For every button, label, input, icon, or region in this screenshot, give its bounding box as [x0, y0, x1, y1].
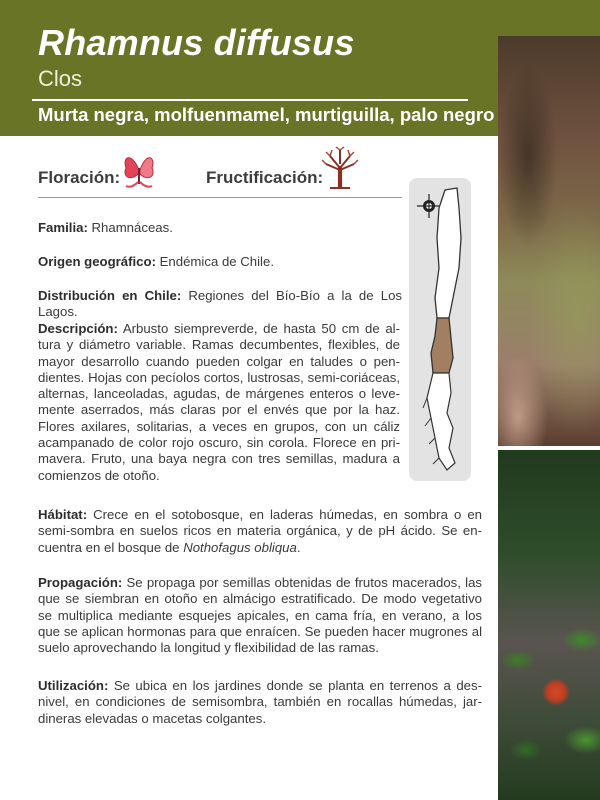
tree-icon	[320, 146, 360, 190]
origen-paragraph: Origen geográfico: Endémica de Chile.	[38, 254, 274, 269]
title-divider	[32, 99, 468, 101]
butterfly-icon	[120, 148, 158, 190]
propagacion-paragraph: Propagación: Se propaga por semillas obtenidas de frutos macerados, las que se siembran en otoño en almácigo estratificado. De modo vegetativo se multiplica mediante esquejes apicales, en cama fría, en verano, a los que se aplican hormonas para que enraícen. Se pueden hacer mugrones al suelo aprovechando la longitud y flexibilidad de las ramas.	[38, 575, 482, 656]
familia-paragraph: Familia: Rhamnáceas.	[38, 220, 173, 235]
distribucion-paragraph: Distribución en Chile: Regiones del Bío-Bío a la de Los Lagos.	[38, 288, 403, 320]
compass-icon	[417, 194, 441, 218]
author-name: Clos	[38, 66, 83, 91]
common-names: Murta negra, molfuenmamel, murtiguilla, palo negro	[38, 104, 495, 125]
plant-photo-foliage	[498, 450, 600, 800]
fructificacion-label: Fructificación:	[206, 168, 324, 187]
scientific-name: Rhamnus diffusus	[38, 22, 355, 63]
descripcion-paragraph: Descripción: Arbusto siempreverde, de hasta 50 cm de al-tura y diámetro variable. Ramas decumbentes, flexibles, de mayor desarrollo cuando pueden colgar en taludes o pen-dientes. Hojas con pecíolos cortos, lustrosas, semi-coriáceas, alternas, lanceoladas, agudas, de márgenes enteros o leve-mente aserrados, más claras por el envés que por la haz. Flores axilares, solitarias, a veces en grupos, con un cáliz acampanado de color rojo oscuro, sin corola. Florece en pri-mavera. Fruto, una baya negra con tres semillas, madura a comienzos de otoño.	[38, 321, 400, 483]
section-separator	[38, 197, 402, 198]
habitat-paragraph: Hábitat: Crece en el sotobosque, en laderas húmedas, en sombra o en semi-sombra en suelos ricos en materia orgánica, y de pH ácido. Se en-cuentra en el bosque de Nothofagus obliqua.	[38, 507, 482, 555]
plant-photo-trunk	[498, 36, 600, 446]
distribution-map	[409, 178, 471, 481]
floracion-label: Floración:	[38, 168, 121, 187]
chile-map-icon	[409, 178, 471, 481]
utilizacion-paragraph: Utilización: Se ubica en los jardines donde se planta en terrenos a des-nivel, en condiciones de semisombra, también en rocallas húmedas, jar-dineras elevadas o macetas colgantes.	[38, 678, 482, 726]
